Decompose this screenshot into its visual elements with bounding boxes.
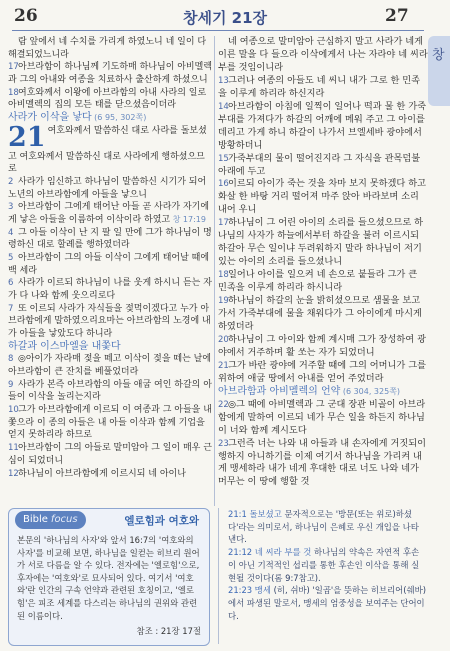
verse-text: 하나님이 아브라함에게 이르시되 네 아이나 <box>18 468 186 479</box>
note-text: (히, 쉬바) '일곱'을 뜻하는 히브리어(쉐바)에서 파생된 말로서, 맹세의 엄중성을 보여주는 단어이다. <box>228 585 426 621</box>
book-side-tab[interactable] <box>428 36 450 106</box>
subheading-reference[interactable]: (6 95, 302쪽) <box>91 113 147 123</box>
verse-14 <box>218 101 428 153</box>
verse-text: 그런즉 너는 나와 내 아들과 내 손자에게 거짓되이 행하지 아니하기를 이제 여기서 하나님을 가리켜 내게 맹세하라 내가 네게 후대한 대로 너도 나와 네가 머무는 이 땅에 행할 것 <box>218 437 426 488</box>
header-rule <box>12 30 424 31</box>
verse-cont <box>8 36 213 61</box>
verse-number: 16 <box>218 179 229 190</box>
right-column <box>218 36 428 489</box>
verse-text: 그가 바란 광야에 거주할 때에 그의 어머니가 그를 위하여 애굽 땅에서 아내를 얻어 주었더라 <box>218 359 426 384</box>
verse-8 <box>8 353 213 378</box>
verse-text: 가죽부대의 물이 떨어진지라 그 자식을 관목덤불 아래에 두고 <box>218 152 421 177</box>
verse-text: 아브라함이 그의 아들 이삭이 그에게 태어날 때에 백 세라 <box>8 253 210 276</box>
section-subheading: 사라가 이삭을 낳다 (6 95, 302쪽) <box>8 112 147 124</box>
notes-divider <box>218 508 219 644</box>
verse-2 <box>8 176 213 201</box>
verse-number: 7 <box>8 303 14 314</box>
verse-number: 15 <box>218 153 229 164</box>
verse-21 <box>218 360 428 386</box>
verse-text: 아브라함이 그에게 태어난 아들 곧 사라가 자기에게 낳은 아들을 이름하여 이삭이라 하였고 <box>8 202 210 226</box>
verse-number: 17 <box>8 62 19 73</box>
verse-text: 그러나 여종의 아들도 네 씨니 내가 그로 한 민족을 이루게 하리라 하신지라 <box>218 74 420 99</box>
study-note <box>228 584 426 622</box>
note-reference[interactable]: 21:23 맹세 <box>228 585 274 596</box>
bible-focus-box <box>8 508 210 646</box>
verse-text: 아브라함이 그의 아들로 말미암아 그 일이 매우 근심이 되었더니 <box>8 443 212 466</box>
verse-text: 아브라함이 하나님께 기도하매 하나님이 아비멜렉과 그의 아내와 여종을 치료하사 출산하게 하셨으니 <box>8 62 213 86</box>
verse-text: 네 여종으로 말미암아 근심하지 말고 사라가 네게 이른 말을 다 들으라 이삭에게서 나는 자라야 네 씨라 부를 것임이니라 <box>218 36 428 73</box>
verse-number: 9 <box>8 379 14 390</box>
verse-text: 여호와께서 이왕에 아브라함의 아내 사라의 일로 아비멜렉의 집의 모든 태를 닫으셨음이더라 <box>8 87 207 111</box>
verse-number: 8 <box>8 354 14 365</box>
verse-number: 17 <box>218 218 229 229</box>
section-subheading: 하갈과 이스마엘을 내쫓다 <box>8 340 121 352</box>
verse-18 <box>8 87 213 112</box>
verse-15 <box>218 153 428 179</box>
verse-text: 그가 아브라함에게 이르되 이 여종과 그 아들을 내쫓으라 이 종의 아들은 내 아들 이삭과 함께 기업을 얻지 못하리라 하므로 <box>8 405 212 441</box>
subheading-reference[interactable]: (6 304, 325쪽) <box>340 386 401 396</box>
study-note <box>228 546 426 584</box>
verse-text: 이르되 아이가 죽는 것을 차마 보지 못하겠다 하고 화살 한 바탕 거리 떨어져 마주 앉아 바라보며 소리 내어 우니 <box>218 178 426 216</box>
verse-number: 13 <box>218 75 229 86</box>
verse-22 <box>218 399 428 438</box>
verse-number: 18 <box>8 87 19 98</box>
side-tab-label: 창 <box>432 48 445 63</box>
verse-number: 11 <box>8 443 19 454</box>
chapter-start <box>8 121 213 176</box>
verse-cont <box>218 36 428 75</box>
verse-3 <box>8 201 213 226</box>
verse-number: 21 <box>218 360 229 371</box>
verse-17 <box>218 217 428 269</box>
verse-11 <box>8 442 213 467</box>
left-column <box>8 36 213 480</box>
verse-4 <box>8 227 213 252</box>
verse-number: 14 <box>218 101 229 112</box>
verse-text: ◎아이가 자라매 젖을 떼고 이삭이 젖을 떼는 날에 아브라함이 큰 잔치를 베풀었더라 <box>8 354 212 378</box>
verse-text: 사라가 이르되 하나님이 나를 웃게 하시니 듣는 자가 다 나와 함께 웃으리로다 <box>8 278 212 302</box>
verse-18 <box>218 269 428 295</box>
verse-number: 19 <box>218 296 229 307</box>
verse-9 <box>8 379 213 404</box>
note-reference[interactable]: 21:1 돌보셨고 <box>228 509 285 519</box>
bible-focus-badge: Bible focus <box>15 511 86 529</box>
verse-number: 2 <box>8 177 14 188</box>
cross-reference[interactable]: 창 17:19 <box>170 215 206 225</box>
page-number-left: 26 <box>14 6 38 26</box>
verse-text: ◎그 때에 아비멜렉과 그 군대 장관 비골이 아브라함에게 말하여 이르되 네가 무슨 일을 하든지 하나님이 너와 함께 계시도다 <box>218 398 426 436</box>
verse-12 <box>8 468 213 481</box>
verse-16 <box>218 178 428 217</box>
page-header <box>0 0 450 34</box>
verse-20 <box>218 334 428 360</box>
verse-text: 일어나 아이를 일으켜 네 손으로 붙들라 그가 큰 민족을 이루게 하리라 하시니라 <box>218 269 418 294</box>
verse-number: 18 <box>218 270 229 281</box>
verse-number: 23 <box>218 438 229 449</box>
note-text: 하나님의 약속은 자연적 후손이 아닌 기적적인 섭리를 통한 후손인 이삭을 통해 실현될 것이다(롬 9:7참고). <box>228 547 420 583</box>
verse-19 <box>218 295 428 334</box>
verse-number: 3 <box>8 202 14 213</box>
bible-focus-body: 본문의 '하나님의 사자'와 앞서 16:7의 '여호와의 사자'를 비교해 보면, 하나님을 일컫는 히브리 원어가 서로 다름을 알 수 있다. 전자에는 '엘로힘'으로, 후자에는 '여호와'로 묘사되어 있다. 여기서 '여호와'란 인간의 구속 언약과 관련된 호칭이고, '엘로힘'은 피조 세계를 다스리는 하나님의 권위와 관련된 이름이다. <box>17 535 200 621</box>
study-note <box>228 508 426 546</box>
bible-focus-title: 엘로힘과 여호와 <box>124 515 199 527</box>
verse-6 <box>8 277 213 302</box>
verse-10 <box>8 404 213 442</box>
column-divider <box>214 36 215 506</box>
verse-number: 5 <box>8 253 14 264</box>
verse-text: 람 앞에서 네 수치를 가리게 하였노니 네 일이 다 해결되었느니라 <box>8 37 207 60</box>
verse-text: 사라가 본즉 아브라함의 아들 애굽 여인 하갈의 아들이 이삭을 놀리는지라 <box>8 379 212 403</box>
section-subheading: 아브라함과 아비멜렉의 언약 (6 304, 325쪽) <box>218 385 401 397</box>
bible-focus-ref: 참조 : 21장 17절 <box>136 626 201 637</box>
verse-text: 하나님이 그 어린 아이의 소리를 들으셨으므로 하나님의 사자가 하늘에서부터 하갈을 불러 이르시되 하갈아 무슨 일이냐 두려워하지 말라 하나님이 저기 있는 아이의 소리를 들으셨나니 <box>218 217 424 268</box>
verse-text: 아브라함이 아침에 일찍이 일어나 떡과 물 한 가죽부대를 가져다가 하갈의 어깨에 메워 주고 그 아이를 데리고 가게 하니 하갈이 나가서 브엘세바 광야에서 방황하더니 <box>218 100 426 151</box>
verse-text: 또 이르되 사라가 자식들을 젖먹이겠다고 누가 아브라함에게 말하였으리요마는 아브라함의 노경에 내가 아들을 낳았도다 하니라 <box>8 303 211 340</box>
study-notes <box>228 508 426 622</box>
verse-number: 20 <box>218 334 229 345</box>
verse-text: 사라가 임신하고 하나님이 말씀하신 시기가 되어 노년의 아브라함에게 아들을 낳으니 <box>8 177 207 200</box>
verse-text: 하나님이 그 아이와 함께 계시매 그가 장성하여 광야에서 거주하며 활 쏘는 자가 되었더니 <box>218 333 426 358</box>
verse-13 <box>218 75 428 101</box>
verse-text: 하나님이 하갈의 눈을 밝히셨으므로 샘물을 보고 가서 가죽부대에 물을 채워다가 그 아이에게 마시게 하였더라 <box>218 295 422 332</box>
page-number-right: 27 <box>385 6 409 26</box>
verse-number: 22 <box>218 399 229 410</box>
verse-17 <box>8 61 213 86</box>
verse-23 <box>218 438 428 490</box>
verse-text: 여호와께서 말씀하신 대로 사라를 돌보셨고 여호와께서 말씀하신 대로 사라에게 행하셨으므로 <box>8 125 207 175</box>
verse-number: 4 <box>8 227 14 238</box>
verse-text: 그 아들 이삭이 난 지 팔 일 만에 그가 하나님이 명령하신 대로 할례를 행하였더라 <box>8 227 212 251</box>
chapter-title: 창세기 21장 <box>182 9 268 27</box>
note-text: 문자적으로는 '방문(또는 위로)하셨다'라는 의미로서, 하나님이 은혜로 우신 개입을 나타낸다. <box>228 509 419 545</box>
chapter-number: 21 <box>8 121 46 153</box>
verse-number: 12 <box>8 468 19 479</box>
verse-number: 10 <box>8 405 19 416</box>
verse-5 <box>8 252 213 277</box>
note-reference[interactable]: 21:12 네 씨라 부를 것 <box>228 547 314 558</box>
verse-7 <box>8 303 213 341</box>
verse-number: 6 <box>8 278 14 289</box>
